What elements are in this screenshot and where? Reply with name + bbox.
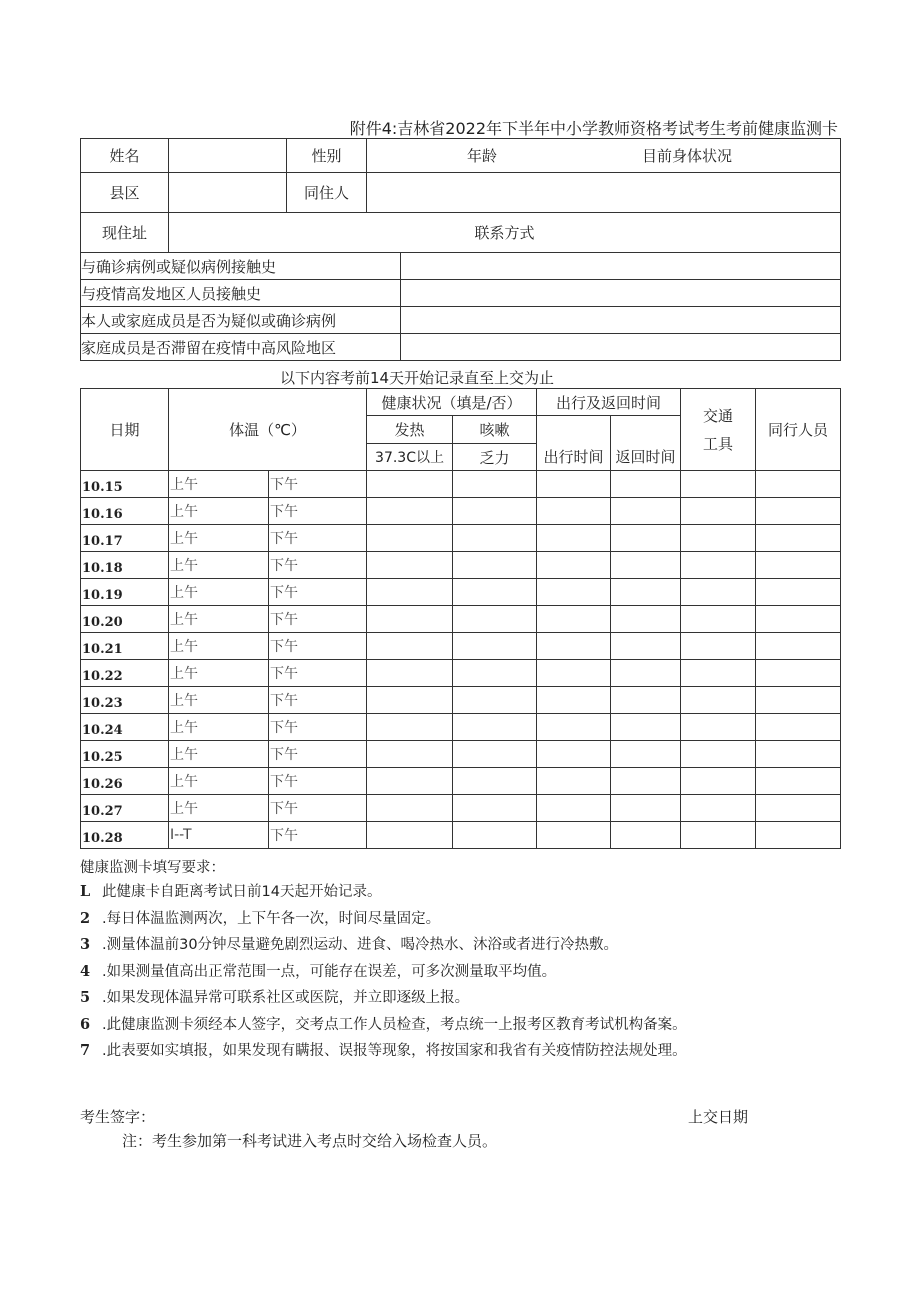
transport-header: 交通工具 (681, 389, 756, 471)
fatigue-header: 乏力 (453, 444, 537, 471)
date-cell: 10.28 (81, 822, 169, 849)
morning-temp-cell[interactable]: 上午 (169, 498, 269, 525)
log-row (81, 768, 841, 795)
cough-cell[interactable] (453, 741, 537, 768)
morning-temp-cell[interactable]: 上午 (169, 795, 269, 822)
return-cell[interactable] (611, 633, 681, 660)
companions-cell[interactable] (756, 606, 841, 633)
log-subtitle: 以下内容考前14天开始记录直至上交为止 (279, 369, 555, 387)
return-cell[interactable] (611, 579, 681, 606)
requirement-number: 7 (80, 1042, 91, 1059)
requirement-number: L (80, 883, 91, 900)
afternoon-temp-cell[interactable]: 下午 (269, 606, 367, 633)
transport-cell[interactable] (681, 498, 756, 525)
afternoon-temp-cell[interactable]: 下午 (269, 633, 367, 660)
depart-time-header: 出行时间 (537, 416, 611, 471)
depart-cell[interactable] (537, 687, 611, 714)
fever-cell[interactable] (367, 822, 453, 849)
transport-cell[interactable] (681, 741, 756, 768)
county-field[interactable] (169, 173, 287, 213)
county-label: 县区 (81, 173, 169, 213)
gender-label: 性别 (287, 139, 367, 173)
depart-cell[interactable] (537, 579, 611, 606)
address-label: 现住址 (81, 213, 169, 253)
depart-cell[interactable] (537, 795, 611, 822)
depart-cell[interactable] (537, 606, 611, 633)
cough-cell[interactable] (453, 768, 537, 795)
afternoon-temp-cell[interactable]: 下午 (269, 741, 367, 768)
health-header: 健康状况（填是/否） (367, 389, 537, 416)
fever-threshold-header: 37.3C以上 (367, 444, 453, 471)
date-cell: 10.20 (81, 606, 169, 633)
transport-cell[interactable] (681, 687, 756, 714)
transport-cell[interactable] (681, 660, 756, 687)
depart-cell[interactable] (537, 525, 611, 552)
cough-cell[interactable] (453, 687, 537, 714)
morning-temp-cell[interactable]: 上午 (169, 525, 269, 552)
cough-cell[interactable] (453, 714, 537, 741)
requirement-text: .测量体温前30分钟尽量避免剧烈运动、进食、喝冷热水、沐浴或者进行冷热敷。 (102, 937, 619, 953)
return-cell[interactable] (611, 822, 681, 849)
cough-cell[interactable] (453, 498, 537, 525)
companions-cell[interactable] (756, 525, 841, 552)
requirement-number: 6 (80, 1015, 91, 1033)
log-row (81, 660, 841, 687)
afternoon-temp-cell[interactable]: 下午 (269, 768, 367, 795)
depart-cell[interactable] (537, 822, 611, 849)
depart-cell[interactable] (537, 714, 611, 741)
date-header: 日期 (81, 389, 169, 471)
requirements-title: 健康监测卡填写要求： (80, 860, 225, 876)
depart-cell[interactable] (537, 741, 611, 768)
transport-cell[interactable] (681, 768, 756, 795)
morning-temp-cell[interactable]: 上午 (169, 741, 269, 768)
condition-label: 目前身体状况 (641, 147, 732, 165)
question-label: 与确诊病例或疑似病例接触史 (81, 253, 401, 280)
requirement-text: .每日体温监测两次，上下午各一次，时间尽量固定。 (102, 910, 441, 927)
requirement-number: 4 (80, 962, 91, 980)
name-field[interactable] (169, 139, 287, 173)
transport-cell[interactable] (681, 822, 756, 849)
depart-cell[interactable] (537, 552, 611, 579)
morning-temp-cell[interactable]: 上午 (169, 714, 269, 741)
afternoon-temp-cell[interactable]: 下午 (269, 822, 367, 849)
return-cell[interactable] (611, 471, 681, 498)
answer-field[interactable] (401, 334, 841, 361)
return-cell[interactable] (611, 687, 681, 714)
document-title: 附件4:吉林省2022年下半年中小学教师资格考试考生考前健康监测卡 (349, 119, 838, 138)
return-cell[interactable] (611, 741, 681, 768)
fever-cell[interactable] (367, 525, 453, 552)
return-time-header: 返回时间 (611, 416, 681, 471)
transport-cell[interactable] (681, 606, 756, 633)
question-label: 与疫情高发地区人员接触史 (81, 280, 401, 307)
companions-cell[interactable] (756, 660, 841, 687)
log-row (81, 498, 841, 525)
date-cell: 10.21 (81, 633, 169, 660)
return-cell[interactable] (611, 660, 681, 687)
cough-cell[interactable] (453, 579, 537, 606)
fever-cell[interactable] (367, 741, 453, 768)
name-label: 姓名 (81, 139, 169, 173)
contact-label: 联系方式 (474, 224, 535, 242)
afternoon-temp-cell[interactable]: 下午 (269, 471, 367, 498)
companions-cell[interactable] (756, 741, 841, 768)
fever-cell[interactable] (367, 498, 453, 525)
return-cell[interactable] (611, 498, 681, 525)
companions-cell[interactable] (756, 498, 841, 525)
cough-header: 咳嗽 (453, 416, 537, 444)
afternoon-temp-cell[interactable]: 下午 (269, 525, 367, 552)
transport-cell[interactable] (681, 525, 756, 552)
date-cell: 10.19 (81, 579, 169, 606)
log-row (81, 795, 841, 822)
transport-cell[interactable] (681, 552, 756, 579)
date-cell: 10.24 (81, 714, 169, 741)
exposure-table (80, 252, 841, 361)
cough-cell[interactable] (453, 660, 537, 687)
answer-field[interactable] (401, 280, 841, 307)
log-row (81, 822, 841, 849)
fever-header: 发热 (367, 416, 453, 444)
fever-cell[interactable] (367, 660, 453, 687)
requirement-number: 5 (80, 989, 91, 1006)
date-cell: 10.18 (81, 552, 169, 579)
date-cell: 10.22 (81, 660, 169, 687)
question-label: 本人或家庭成员是否为疑似或确诊病例 (81, 307, 401, 334)
fever-cell[interactable] (367, 795, 453, 822)
requirement-number: 3 (80, 936, 91, 953)
morning-temp-cell[interactable]: 上午 (169, 768, 269, 795)
question-label: 家庭成员是否滞留在疫情中高风险地区 (81, 334, 401, 361)
requirement-text: .如果发现体温异常可联系社区或医院，并立即逐级上报。 (102, 990, 470, 1006)
depart-cell[interactable] (537, 768, 611, 795)
return-cell[interactable] (611, 768, 681, 795)
companions-cell[interactable] (756, 552, 841, 579)
morning-temp-cell[interactable]: 上午 (169, 579, 269, 606)
morning-temp-cell[interactable]: 上午 (169, 606, 269, 633)
morning-temp-cell[interactable]: I--T (169, 822, 269, 849)
answer-field[interactable] (401, 253, 841, 280)
companions-cell[interactable] (756, 795, 841, 822)
depart-cell[interactable] (537, 660, 611, 687)
cough-cell[interactable] (453, 633, 537, 660)
afternoon-temp-cell[interactable]: 下午 (269, 714, 367, 741)
log-row (81, 525, 841, 552)
cough-cell[interactable] (453, 606, 537, 633)
date-cell: 10.23 (81, 687, 169, 714)
cough-cell[interactable] (453, 822, 537, 849)
date-cell: 10.15 (81, 471, 169, 498)
personal-info-table (80, 138, 841, 253)
morning-temp-cell[interactable]: 上午 (169, 471, 269, 498)
requirement-text: .如果测量值高出正常范围一点，可能存在误差，可多次测量取平均值。 (102, 963, 557, 980)
afternoon-temp-cell[interactable]: 下午 (269, 579, 367, 606)
date-cell: 10.26 (81, 768, 169, 795)
transport-cell[interactable] (681, 714, 756, 741)
footnote: 注：考生参加第一科考试进入考点时交给入场检查人员。 (122, 1132, 498, 1150)
fever-cell[interactable] (367, 579, 453, 606)
morning-temp-cell[interactable]: 上午 (169, 633, 269, 660)
return-cell[interactable] (611, 525, 681, 552)
log-row (81, 606, 841, 633)
address-contact-cell[interactable] (169, 213, 841, 253)
morning-temp-cell[interactable]: 上午 (169, 552, 269, 579)
submit-date-label: 上交日期 (688, 1108, 749, 1126)
travel-header: 出行及返回时间 (537, 389, 681, 416)
depart-cell[interactable] (537, 633, 611, 660)
transport-cell[interactable] (681, 579, 756, 606)
requirement-item (80, 907, 440, 928)
fever-cell[interactable] (367, 633, 453, 660)
afternoon-temp-cell[interactable]: 下午 (269, 552, 367, 579)
fever-cell[interactable] (367, 768, 453, 795)
fever-cell[interactable] (367, 471, 453, 498)
afternoon-temp-cell[interactable]: 下午 (269, 795, 367, 822)
transport-cell[interactable] (681, 795, 756, 822)
cohabitant-label: 同住人 (287, 173, 367, 213)
return-cell[interactable] (611, 552, 681, 579)
requirement-item (80, 880, 381, 901)
depart-cell[interactable] (537, 471, 611, 498)
morning-temp-cell[interactable]: 上午 (169, 687, 269, 714)
answer-field[interactable] (401, 307, 841, 334)
companions-cell[interactable] (756, 822, 841, 849)
companions-cell[interactable] (756, 633, 841, 660)
log-row (81, 633, 841, 660)
requirement-item (80, 1013, 687, 1034)
temperature-header: 体温（℃） (169, 389, 367, 471)
log-row (81, 714, 841, 741)
companions-cell[interactable] (756, 579, 841, 606)
morning-temp-cell[interactable]: 上午 (169, 660, 269, 687)
log-row (81, 579, 841, 606)
fever-cell[interactable] (367, 606, 453, 633)
fever-cell[interactable] (367, 714, 453, 741)
log-row (81, 687, 841, 714)
requirement-item (80, 1039, 687, 1060)
date-cell: 10.27 (81, 795, 169, 822)
companions-cell[interactable] (756, 471, 841, 498)
afternoon-temp-cell[interactable]: 下午 (269, 660, 367, 687)
age-condition-cell[interactable] (367, 139, 841, 173)
requirement-number: 2 (80, 909, 91, 927)
date-cell: 10.25 (81, 741, 169, 768)
cohabitant-field[interactable] (367, 173, 841, 213)
requirement-text: .此健康监测卡须经本人签字，交考点工作人员检查，考点统一上报考区教育考试机构备案。 (102, 1016, 687, 1033)
log-row (81, 471, 841, 498)
fever-cell[interactable] (367, 552, 453, 579)
requirement-text: 此健康卡自距离考试日前14天起开始记录。 (102, 884, 382, 900)
companions-cell[interactable] (756, 768, 841, 795)
afternoon-temp-cell[interactable]: 下午 (269, 498, 367, 525)
transport-cell[interactable] (681, 633, 756, 660)
depart-cell[interactable] (537, 498, 611, 525)
date-cell: 10.16 (81, 498, 169, 525)
cough-cell[interactable] (453, 471, 537, 498)
cough-cell[interactable] (453, 525, 537, 552)
date-cell: 10.17 (81, 525, 169, 552)
transport-cell[interactable] (681, 471, 756, 498)
cough-cell[interactable] (453, 552, 537, 579)
return-cell[interactable] (611, 606, 681, 633)
afternoon-temp-cell[interactable]: 下午 (269, 687, 367, 714)
fever-cell[interactable] (367, 687, 453, 714)
requirement-item (80, 933, 618, 954)
daily-log-table (80, 388, 841, 849)
signature-label: 考生签字： (80, 1108, 156, 1126)
age-label: 年龄 (466, 147, 497, 165)
companions-cell[interactable] (756, 687, 841, 714)
return-cell[interactable] (611, 714, 681, 741)
log-row (81, 552, 841, 579)
return-cell[interactable] (611, 795, 681, 822)
cough-cell[interactable] (453, 795, 537, 822)
requirement-text: .此表要如实填报，如果发现有瞒报、误报等现象，将按国家和我省有关疫情防控法规处理。 (102, 1043, 687, 1059)
companions-cell[interactable] (756, 714, 841, 741)
companions-header: 同行人员 (756, 389, 841, 471)
requirement-item (80, 986, 469, 1007)
requirement-item (80, 960, 556, 981)
log-row (81, 741, 841, 768)
